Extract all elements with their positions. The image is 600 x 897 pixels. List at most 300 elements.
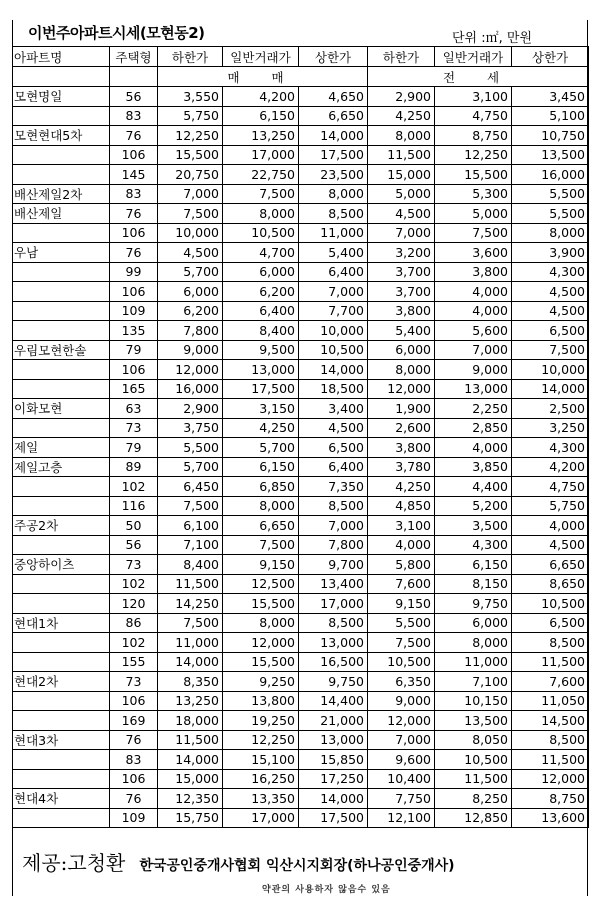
table-row bbox=[13, 730, 589, 750]
lease-general-cell: 3,500 bbox=[435, 516, 512, 536]
apartment-name-cell bbox=[13, 496, 110, 516]
unit-type-cell: 106 bbox=[110, 360, 158, 380]
apartment-name-cell: 모현현대5차 bbox=[13, 126, 110, 146]
sale-general-cell: 13,350 bbox=[223, 789, 299, 809]
sale-general-cell: 13,000 bbox=[223, 360, 299, 380]
sale-low-cell: 16,000 bbox=[158, 379, 223, 399]
sale-general-cell: 8,000 bbox=[223, 204, 299, 224]
apartment-name-cell bbox=[13, 282, 110, 302]
lease-general-cell: 3,850 bbox=[435, 457, 512, 477]
sale-general-cell: 8,000 bbox=[223, 613, 299, 633]
unit-type-cell: 79 bbox=[110, 340, 158, 360]
table-row bbox=[13, 340, 589, 360]
sale-high-cell: 7,350 bbox=[299, 477, 368, 497]
apartment-name-cell bbox=[13, 262, 110, 282]
lease-low-cell: 7,000 bbox=[368, 730, 435, 750]
lease-low-cell: 7,600 bbox=[368, 574, 435, 594]
table-row bbox=[13, 594, 589, 614]
lease-low-cell: 2,900 bbox=[368, 87, 435, 107]
unit-type-cell: 73 bbox=[110, 418, 158, 438]
lease-low-cell: 5,500 bbox=[368, 613, 435, 633]
sale-high-cell: 14,000 bbox=[299, 360, 368, 380]
unit-type-cell: 73 bbox=[110, 555, 158, 575]
header-lease-general: 일반거래가 bbox=[435, 47, 512, 67]
sale-low-cell: 5,700 bbox=[158, 262, 223, 282]
sale-low-cell: 3,750 bbox=[158, 418, 223, 438]
lease-high-cell: 3,250 bbox=[512, 418, 589, 438]
apartment-name-cell bbox=[13, 594, 110, 614]
apartment-name-cell bbox=[13, 691, 110, 711]
sale-general-cell: 6,850 bbox=[223, 477, 299, 497]
lease-high-cell: 5,100 bbox=[512, 106, 589, 126]
lease-low-cell: 4,850 bbox=[368, 496, 435, 516]
unit-type-cell: 56 bbox=[110, 535, 158, 555]
sale-low-cell: 12,250 bbox=[158, 126, 223, 146]
sale-high-cell: 18,500 bbox=[299, 379, 368, 399]
lease-general-cell: 7,000 bbox=[435, 340, 512, 360]
unit-type-cell: 116 bbox=[110, 496, 158, 516]
lease-low-cell: 7,500 bbox=[368, 633, 435, 653]
sale-low-cell: 7,000 bbox=[158, 184, 223, 204]
table-row bbox=[13, 418, 589, 438]
lease-high-cell: 8,500 bbox=[512, 633, 589, 653]
sale-low-cell: 11,500 bbox=[158, 574, 223, 594]
sale-general-cell: 12,250 bbox=[223, 730, 299, 750]
sale-general-cell: 8,400 bbox=[223, 321, 299, 341]
table-row bbox=[13, 633, 589, 653]
lease-general-cell: 8,150 bbox=[435, 574, 512, 594]
lease-high-cell: 4,500 bbox=[512, 535, 589, 555]
lease-high-cell: 8,000 bbox=[512, 223, 589, 243]
lease-high-cell: 5,500 bbox=[512, 184, 589, 204]
sale-general-cell: 17,000 bbox=[223, 145, 299, 165]
lease-low-cell: 11,500 bbox=[368, 145, 435, 165]
table-row bbox=[13, 535, 589, 555]
sale-general-cell: 7,500 bbox=[223, 184, 299, 204]
apartment-name-cell: 이화모현 bbox=[13, 399, 110, 419]
sale-low-cell: 14,000 bbox=[158, 750, 223, 770]
sale-high-cell: 17,000 bbox=[299, 594, 368, 614]
apartment-name-cell: 배산제일2차 bbox=[13, 184, 110, 204]
association-name: 한국공인중개사협회 익산시지회장(하나공인중개사) bbox=[139, 858, 455, 874]
lease-general-cell: 11,500 bbox=[435, 769, 512, 789]
subheader-empty bbox=[110, 67, 158, 87]
lease-high-cell: 14,500 bbox=[512, 711, 589, 731]
sale-general-cell: 6,150 bbox=[223, 457, 299, 477]
unit-type-cell: 106 bbox=[110, 145, 158, 165]
lease-general-cell: 4,300 bbox=[435, 535, 512, 555]
lease-high-cell: 4,300 bbox=[512, 438, 589, 458]
apartment-name-cell bbox=[13, 379, 110, 399]
lease-low-cell: 7,000 bbox=[368, 223, 435, 243]
apartment-name-cell: 제일 bbox=[13, 438, 110, 458]
unit-type-cell: 73 bbox=[110, 672, 158, 692]
lease-high-cell: 4,200 bbox=[512, 457, 589, 477]
lease-general-cell: 8,000 bbox=[435, 633, 512, 653]
lease-general-cell: 12,850 bbox=[435, 808, 512, 828]
table-row bbox=[13, 808, 589, 828]
sale-high-cell: 4,650 bbox=[299, 87, 368, 107]
table-row bbox=[13, 243, 589, 263]
sale-high-cell: 10,000 bbox=[299, 321, 368, 341]
lease-general-cell: 9,750 bbox=[435, 594, 512, 614]
lease-general-cell: 6,150 bbox=[435, 555, 512, 575]
table-row bbox=[13, 106, 589, 126]
lease-general-cell: 2,250 bbox=[435, 399, 512, 419]
lease-high-cell: 13,500 bbox=[512, 145, 589, 165]
table-row bbox=[13, 477, 589, 497]
sale-general-cell: 4,700 bbox=[223, 243, 299, 263]
unit-type-cell: 76 bbox=[110, 789, 158, 809]
apartment-name-cell bbox=[13, 750, 110, 770]
unit-type-cell: 169 bbox=[110, 711, 158, 731]
sale-low-cell: 15,750 bbox=[158, 808, 223, 828]
sale-low-cell: 7,500 bbox=[158, 496, 223, 516]
lease-low-cell: 3,700 bbox=[368, 282, 435, 302]
table-row bbox=[13, 613, 589, 633]
credit-label: 제공: bbox=[22, 851, 68, 875]
lease-low-cell: 3,780 bbox=[368, 457, 435, 477]
lease-high-cell: 4,000 bbox=[512, 516, 589, 536]
lease-low-cell: 5,000 bbox=[368, 184, 435, 204]
table-row bbox=[13, 282, 589, 302]
lease-general-cell: 10,150 bbox=[435, 691, 512, 711]
table-row bbox=[13, 555, 589, 575]
lease-low-cell: 10,500 bbox=[368, 652, 435, 672]
sale-high-cell: 14,400 bbox=[299, 691, 368, 711]
sale-low-cell: 8,350 bbox=[158, 672, 223, 692]
unit-type-cell: 165 bbox=[110, 379, 158, 399]
header-sale-general: 일반거래가 bbox=[223, 47, 299, 67]
lease-high-cell: 6,500 bbox=[512, 321, 589, 341]
unit-type-cell: 102 bbox=[110, 477, 158, 497]
sale-general-cell: 4,250 bbox=[223, 418, 299, 438]
lease-high-cell: 10,750 bbox=[512, 126, 589, 146]
lease-low-cell: 3,800 bbox=[368, 301, 435, 321]
unit-type-cell: 106 bbox=[110, 769, 158, 789]
lease-high-cell: 3,900 bbox=[512, 243, 589, 263]
apartment-name-cell bbox=[13, 769, 110, 789]
lease-high-cell: 11,500 bbox=[512, 750, 589, 770]
unit-type-cell: 135 bbox=[110, 321, 158, 341]
sale-high-cell: 7,000 bbox=[299, 516, 368, 536]
sale-low-cell: 2,900 bbox=[158, 399, 223, 419]
lease-low-cell: 3,800 bbox=[368, 438, 435, 458]
apartment-name-cell bbox=[13, 477, 110, 497]
lease-general-cell: 3,600 bbox=[435, 243, 512, 263]
table-row bbox=[13, 574, 589, 594]
header-row bbox=[13, 47, 589, 67]
lease-low-cell: 12,000 bbox=[368, 711, 435, 731]
apartment-name-cell bbox=[13, 223, 110, 243]
lease-low-cell: 4,250 bbox=[368, 106, 435, 126]
sale-high-cell: 21,000 bbox=[299, 711, 368, 731]
lease-general-cell: 3,100 bbox=[435, 87, 512, 107]
lease-high-cell: 8,500 bbox=[512, 730, 589, 750]
sale-low-cell: 5,700 bbox=[158, 457, 223, 477]
signature-text: 약관의 사용하자 않음수 있음 bbox=[262, 885, 391, 895]
sale-low-cell: 15,000 bbox=[158, 769, 223, 789]
lease-high-cell: 11,050 bbox=[512, 691, 589, 711]
table-row bbox=[13, 184, 589, 204]
lease-general-cell: 11,000 bbox=[435, 652, 512, 672]
subheader-sale bbox=[158, 67, 368, 87]
unit-type-cell: 76 bbox=[110, 243, 158, 263]
sale-general-cell: 22,750 bbox=[223, 165, 299, 185]
sale-general-cell: 16,250 bbox=[223, 769, 299, 789]
lease-general-cell: 4,000 bbox=[435, 301, 512, 321]
unit-type-cell: 83 bbox=[110, 106, 158, 126]
table-row bbox=[13, 321, 589, 341]
lease-general-cell: 13,500 bbox=[435, 711, 512, 731]
sale-general-cell: 8,000 bbox=[223, 496, 299, 516]
sale-low-cell: 20,750 bbox=[158, 165, 223, 185]
sale-high-cell: 6,650 bbox=[299, 106, 368, 126]
sale-low-cell: 6,000 bbox=[158, 282, 223, 302]
lease-low-cell: 4,500 bbox=[368, 204, 435, 224]
sale-low-cell: 5,750 bbox=[158, 106, 223, 126]
sale-general-cell: 13,250 bbox=[223, 126, 299, 146]
lease-general-cell: 2,850 bbox=[435, 418, 512, 438]
lease-low-cell: 3,100 bbox=[368, 516, 435, 536]
unit-type-cell: 102 bbox=[110, 574, 158, 594]
table-row bbox=[13, 750, 589, 770]
credit-name: 고청환 bbox=[67, 851, 126, 875]
document-title: 이번주아파트시세(모현동2) bbox=[28, 24, 205, 42]
sale-high-cell: 6,400 bbox=[299, 457, 368, 477]
lease-high-cell: 6,500 bbox=[512, 613, 589, 633]
unit-type-cell: 56 bbox=[110, 87, 158, 107]
sale-high-cell: 8,000 bbox=[299, 184, 368, 204]
lease-low-cell: 12,100 bbox=[368, 808, 435, 828]
sale-general-cell: 13,800 bbox=[223, 691, 299, 711]
lease-high-cell: 10,000 bbox=[512, 360, 589, 380]
sale-high-cell: 13,000 bbox=[299, 730, 368, 750]
apartment-name-cell bbox=[13, 418, 110, 438]
lease-high-cell: 2,500 bbox=[512, 399, 589, 419]
sale-high-cell: 6,400 bbox=[299, 262, 368, 282]
unit-type-cell: 76 bbox=[110, 126, 158, 146]
lease-low-cell: 12,000 bbox=[368, 379, 435, 399]
sale-general-cell: 9,250 bbox=[223, 672, 299, 692]
sale-general-cell: 17,000 bbox=[223, 808, 299, 828]
lease-high-cell: 8,650 bbox=[512, 574, 589, 594]
lease-high-cell: 10,500 bbox=[512, 594, 589, 614]
lease-general-cell: 8,250 bbox=[435, 789, 512, 809]
unit-type-cell: 79 bbox=[110, 438, 158, 458]
sale-general-cell: 17,500 bbox=[223, 379, 299, 399]
lease-low-cell: 4,250 bbox=[368, 477, 435, 497]
sale-high-cell: 9,700 bbox=[299, 555, 368, 575]
apartment-name-cell: 주공2차 bbox=[13, 516, 110, 536]
sale-low-cell: 7,500 bbox=[158, 613, 223, 633]
table-row bbox=[13, 87, 589, 107]
sale-high-cell: 3,400 bbox=[299, 399, 368, 419]
lease-low-cell: 3,700 bbox=[368, 262, 435, 282]
sale-general-cell: 12,500 bbox=[223, 574, 299, 594]
unit-type-cell: 106 bbox=[110, 691, 158, 711]
footer-credit bbox=[22, 847, 455, 876]
sale-general-cell: 4,200 bbox=[223, 87, 299, 107]
sale-high-cell: 7,800 bbox=[299, 535, 368, 555]
lease-high-cell: 8,750 bbox=[512, 789, 589, 809]
sale-general-cell: 6,150 bbox=[223, 106, 299, 126]
sale-general-cell: 6,650 bbox=[223, 516, 299, 536]
lease-general-cell: 10,500 bbox=[435, 750, 512, 770]
lease-general-cell: 13,000 bbox=[435, 379, 512, 399]
subheader-empty bbox=[13, 67, 110, 87]
sale-low-cell: 10,000 bbox=[158, 223, 223, 243]
unit-type-cell: 102 bbox=[110, 633, 158, 653]
lease-low-cell: 8,000 bbox=[368, 360, 435, 380]
sale-high-cell: 16,500 bbox=[299, 652, 368, 672]
lease-low-cell: 5,400 bbox=[368, 321, 435, 341]
lease-low-cell: 15,000 bbox=[368, 165, 435, 185]
apartment-name-cell: 우림모현한솔 bbox=[13, 340, 110, 360]
lease-high-cell: 13,600 bbox=[512, 808, 589, 828]
table-row bbox=[13, 223, 589, 243]
header-sale-low: 하한가 bbox=[158, 47, 223, 67]
sale-low-cell: 3,550 bbox=[158, 87, 223, 107]
table-row bbox=[13, 672, 589, 692]
lease-low-cell: 1,900 bbox=[368, 399, 435, 419]
unit-type-cell: 120 bbox=[110, 594, 158, 614]
sale-low-cell: 6,100 bbox=[158, 516, 223, 536]
subheader-sale-label: 매 매 bbox=[227, 69, 298, 85]
apartment-name-cell: 현대1차 bbox=[13, 613, 110, 633]
lease-general-cell: 7,100 bbox=[435, 672, 512, 692]
lease-low-cell: 6,000 bbox=[368, 340, 435, 360]
sale-high-cell: 10,500 bbox=[299, 340, 368, 360]
lease-general-cell: 3,800 bbox=[435, 262, 512, 282]
sale-high-cell: 11,000 bbox=[299, 223, 368, 243]
lease-high-cell: 11,500 bbox=[512, 652, 589, 672]
table-row bbox=[13, 457, 589, 477]
apartment-name-cell bbox=[13, 652, 110, 672]
apartment-name-cell bbox=[13, 106, 110, 126]
lease-general-cell: 15,500 bbox=[435, 165, 512, 185]
lease-low-cell: 2,600 bbox=[368, 418, 435, 438]
lease-low-cell: 9,600 bbox=[368, 750, 435, 770]
sale-general-cell: 6,400 bbox=[223, 301, 299, 321]
table-row bbox=[13, 652, 589, 672]
unit-type-cell: 89 bbox=[110, 457, 158, 477]
lease-general-cell: 12,250 bbox=[435, 145, 512, 165]
sale-general-cell: 12,000 bbox=[223, 633, 299, 653]
unit-type-cell: 106 bbox=[110, 223, 158, 243]
unit-type-cell: 76 bbox=[110, 204, 158, 224]
sale-low-cell: 7,500 bbox=[158, 204, 223, 224]
apartment-name-cell bbox=[13, 711, 110, 731]
sale-low-cell: 11,000 bbox=[158, 633, 223, 653]
sale-high-cell: 17,500 bbox=[299, 145, 368, 165]
table-row bbox=[13, 126, 589, 146]
sale-general-cell: 6,200 bbox=[223, 282, 299, 302]
sale-low-cell: 7,800 bbox=[158, 321, 223, 341]
lease-low-cell: 7,750 bbox=[368, 789, 435, 809]
apartment-name-cell bbox=[13, 574, 110, 594]
sale-high-cell: 13,000 bbox=[299, 633, 368, 653]
lease-general-cell: 7,500 bbox=[435, 223, 512, 243]
apartment-name-cell bbox=[13, 321, 110, 341]
sale-high-cell: 7,000 bbox=[299, 282, 368, 302]
table-row bbox=[13, 379, 589, 399]
apartment-name-cell: 우남 bbox=[13, 243, 110, 263]
apartment-name-cell: 배산제일 bbox=[13, 204, 110, 224]
sale-high-cell: 9,750 bbox=[299, 672, 368, 692]
sale-low-cell: 15,500 bbox=[158, 145, 223, 165]
sale-general-cell: 19,250 bbox=[223, 711, 299, 731]
table-row bbox=[13, 204, 589, 224]
sale-general-cell: 7,500 bbox=[223, 535, 299, 555]
table-row bbox=[13, 262, 589, 282]
sale-general-cell: 5,700 bbox=[223, 438, 299, 458]
apartment-name-cell: 중앙하이츠 bbox=[13, 555, 110, 575]
unit-type-cell: 109 bbox=[110, 301, 158, 321]
table-row bbox=[13, 438, 589, 458]
lease-general-cell: 8,050 bbox=[435, 730, 512, 750]
sale-general-cell: 15,500 bbox=[223, 594, 299, 614]
lease-general-cell: 5,300 bbox=[435, 184, 512, 204]
subheader-lease-label: 전 세 bbox=[442, 69, 514, 85]
sale-general-cell: 15,100 bbox=[223, 750, 299, 770]
sale-low-cell: 18,000 bbox=[158, 711, 223, 731]
sale-low-cell: 9,000 bbox=[158, 340, 223, 360]
sale-general-cell: 15,500 bbox=[223, 652, 299, 672]
unit-type-cell: 83 bbox=[110, 184, 158, 204]
apartment-name-cell: 모현명일 bbox=[13, 87, 110, 107]
apartment-name-cell bbox=[13, 808, 110, 828]
header-sale-high: 상한가 bbox=[299, 47, 368, 67]
lease-general-cell: 4,000 bbox=[435, 282, 512, 302]
unit-type-cell: 50 bbox=[110, 516, 158, 536]
lease-low-cell: 4,000 bbox=[368, 535, 435, 555]
subheader-lease bbox=[368, 67, 589, 87]
table-row bbox=[13, 516, 589, 536]
sale-high-cell: 17,250 bbox=[299, 769, 368, 789]
sale-high-cell: 8,500 bbox=[299, 204, 368, 224]
sale-low-cell: 7,100 bbox=[158, 535, 223, 555]
apartment-name-cell: 현대4차 bbox=[13, 789, 110, 809]
sale-general-cell: 6,000 bbox=[223, 262, 299, 282]
unit-type-cell: 106 bbox=[110, 282, 158, 302]
lease-low-cell: 8,000 bbox=[368, 126, 435, 146]
apartment-name-cell bbox=[13, 360, 110, 380]
unit-type-cell: 99 bbox=[110, 262, 158, 282]
apartment-name-cell bbox=[13, 301, 110, 321]
sale-low-cell: 6,450 bbox=[158, 477, 223, 497]
lease-general-cell: 8,750 bbox=[435, 126, 512, 146]
lease-high-cell: 7,600 bbox=[512, 672, 589, 692]
sale-general-cell: 3,150 bbox=[223, 399, 299, 419]
sale-low-cell: 4,500 bbox=[158, 243, 223, 263]
lease-low-cell: 3,200 bbox=[368, 243, 435, 263]
apartment-name-cell: 제일고층 bbox=[13, 457, 110, 477]
unit-type-cell: 145 bbox=[110, 165, 158, 185]
table-row bbox=[13, 789, 589, 809]
sale-general-cell: 9,500 bbox=[223, 340, 299, 360]
table-row bbox=[13, 301, 589, 321]
sale-high-cell: 8,500 bbox=[299, 496, 368, 516]
lease-general-cell: 5,600 bbox=[435, 321, 512, 341]
table-row bbox=[13, 360, 589, 380]
lease-general-cell: 6,000 bbox=[435, 613, 512, 633]
header-unit-type: 주택형 bbox=[110, 47, 158, 67]
lease-high-cell: 4,300 bbox=[512, 262, 589, 282]
header-lease-high: 상한가 bbox=[512, 47, 589, 67]
apartment-name-cell bbox=[13, 145, 110, 165]
lease-general-cell: 5,200 bbox=[435, 496, 512, 516]
